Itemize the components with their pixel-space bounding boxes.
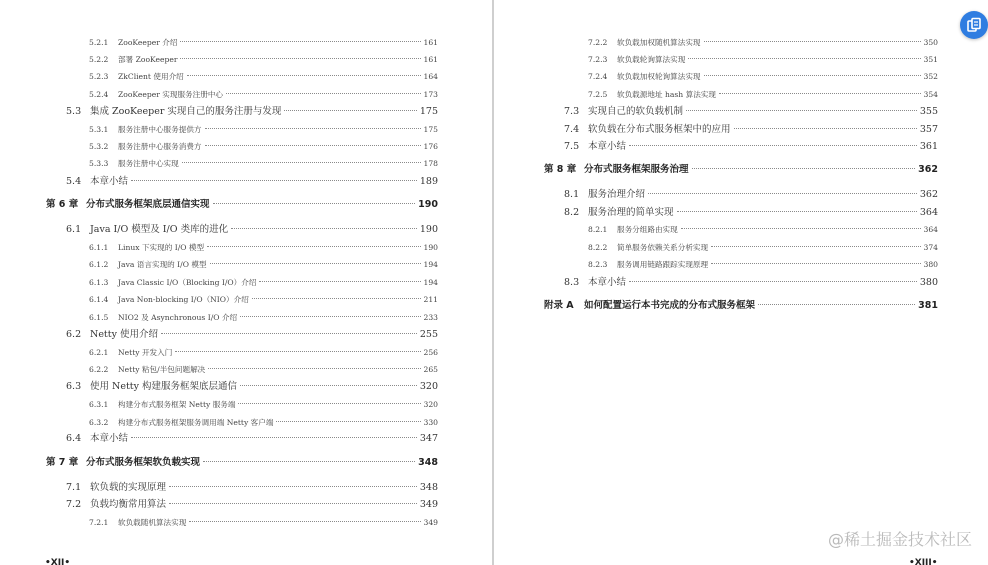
toc-entry-page-number: 355: [919, 106, 938, 117]
toc-entry-page-number: 361: [919, 141, 938, 152]
toc-entry-number: 8.2.3: [588, 260, 608, 269]
toc-entry-section: [66, 482, 438, 494]
dot-leader: [210, 263, 421, 264]
toc-entry-page-number: 164: [423, 72, 438, 81]
dot-leader: [629, 145, 917, 146]
toc-entry-page-number: 348: [418, 457, 438, 468]
toc-entry-section: [66, 433, 438, 445]
toc-entry-section: [564, 189, 938, 201]
toc-entry-sub: [89, 158, 438, 170]
toc-entry-page-number: 381: [918, 300, 938, 311]
toc-entry-title: 软负载在分布式服务框架中的应用: [588, 124, 731, 135]
toc-entry-section: [66, 106, 438, 118]
toc-entry-sub: [89, 54, 438, 66]
dot-leader: [213, 203, 416, 204]
toc-entry-page-number: 265: [423, 365, 438, 374]
toc-entry-sub: [588, 224, 938, 236]
toc-entry-page-number: 362: [918, 164, 938, 175]
toc-entry-number: 7.2.3: [588, 55, 608, 64]
toc-entry-page-number: 190: [418, 199, 438, 210]
toc-entry-number: 5.3.2: [89, 142, 109, 151]
toc-entry-sub: [89, 417, 438, 429]
toc-entry-number: 6.2.2: [89, 365, 109, 374]
toc-entry-number: 7.2.4: [588, 72, 608, 81]
toc-entry-sub: [89, 141, 438, 153]
dot-leader: [704, 41, 921, 42]
toc-entry-title: Netty 粘包/半包问题解决: [118, 365, 206, 374]
toc-entry-number: 第 7 章: [46, 457, 79, 468]
dot-leader: [259, 281, 420, 282]
toc-entry-number: 7.1: [66, 482, 82, 493]
dot-leader: [207, 246, 420, 247]
toc-entry-number: 6.3.1: [89, 400, 109, 409]
toc-entry-title: ZooKeeper 介绍: [118, 38, 178, 47]
toc-entry-section: [564, 106, 938, 118]
toc-entry-page-number: 354: [923, 90, 938, 99]
toc-entry-page-number: 352: [923, 72, 938, 81]
toc-entry-title: ZkClient 使用介绍: [118, 72, 184, 81]
toc-entry-number: 5.3.1: [89, 125, 109, 134]
toc-entry-number: 6.4: [66, 433, 82, 444]
toc-entry-section: [66, 176, 438, 188]
toc-entry-number: 6.1.5: [89, 313, 109, 322]
dot-leader: [205, 145, 421, 146]
toc-entry-page-number: 349: [423, 518, 438, 527]
toc-entry-page-number: 362: [919, 189, 938, 200]
toc-entry-number: 7.2: [66, 499, 82, 510]
dot-leader: [189, 521, 420, 522]
toc-entry-title: 使用 Netty 构建服务框架底层通信: [90, 381, 237, 392]
toc-entry-sub: [588, 89, 938, 101]
toc-entry-number: 7.3: [564, 106, 580, 117]
toc-entry-number: 5.3: [66, 106, 82, 117]
toc-entry-sub: [89, 294, 438, 306]
toc-entry-sub: [89, 259, 438, 271]
toc-entry-title: 简单服务依赖关系分析实现: [617, 243, 709, 252]
toc-entry-section: [66, 499, 438, 511]
dot-leader: [629, 281, 917, 282]
dot-leader: [704, 75, 921, 76]
toc-entry-section: [66, 329, 438, 341]
toc-entry-page-number: 194: [423, 278, 438, 287]
toc-entry-title: 服务治理介绍: [588, 189, 646, 200]
toc-entry-number: 附录 A: [544, 300, 574, 311]
watermark-text: @稀土掘金技术社区: [827, 530, 972, 549]
toc-entry-title: ZooKeeper 实现服务注册中心: [118, 90, 224, 99]
toc-entry-number: 6.3: [66, 381, 82, 392]
toc-entry-sub: [588, 54, 938, 66]
toc-entry-page-number: 194: [423, 260, 438, 269]
toc-entry-number: 8.2: [564, 207, 580, 218]
toc-entry-number: 8.2.2: [588, 243, 608, 252]
toc-entry-title: 如何配置运行本书完成的分布式服务框架: [584, 300, 756, 311]
toc-entry-title: 部署 ZooKeeper: [118, 55, 178, 64]
dot-leader: [238, 403, 420, 404]
toc-entry-number: 6.2: [66, 329, 82, 340]
right-page: [494, 0, 988, 565]
toc-entry-title: Netty 开发入门: [118, 348, 173, 357]
toc-entry-sub: [588, 37, 938, 49]
toc-entry-number: 5.2.4: [89, 90, 109, 99]
dot-leader: [711, 246, 920, 247]
toc-entry-title: 软负载加权随机算法实现: [617, 38, 701, 47]
toc-entry-page-number: 380: [919, 277, 938, 288]
toc-entry-chapter: [46, 199, 438, 211]
toc-entry-number: 7.5: [564, 141, 580, 152]
toc-entry-page-number: 320: [423, 400, 438, 409]
toc-entry-sub: [89, 71, 438, 83]
toc-entry-number: 第 8 章: [544, 164, 577, 175]
dot-leader: [203, 461, 415, 462]
document-copy-button[interactable]: [960, 11, 988, 39]
dot-leader: [175, 351, 420, 352]
toc-entry-sub: [89, 364, 438, 376]
toc-entry-number: 6.1.2: [89, 260, 109, 269]
dot-leader: [681, 228, 921, 229]
toc-entry-page-number: 255: [419, 329, 438, 340]
toc-entry-page-number: 178: [423, 159, 438, 168]
document-copy-icon: [966, 17, 982, 33]
dot-leader: [231, 228, 417, 229]
toc-entry-title: Java Classic I/O（Blocking I/O）介绍: [118, 278, 257, 287]
dot-leader: [180, 41, 420, 42]
toc-entry-title: 本章小结: [588, 277, 627, 288]
toc-entry-number: 5.4: [66, 176, 82, 187]
toc-entry-page-number: 350: [923, 38, 938, 47]
page-folio-left: •XII•: [45, 558, 71, 565]
toc-entry-number: 5.2.2: [89, 55, 109, 64]
dot-leader: [187, 75, 421, 76]
toc-entry-sub: [89, 124, 438, 136]
dot-leader: [734, 128, 917, 129]
toc-entry-page-number: 364: [923, 225, 938, 234]
toc-entry-number: 7.2.1: [89, 518, 109, 527]
toc-entry-chapter: [544, 164, 938, 176]
toc-entry-page-number: 320: [419, 381, 438, 392]
toc-entry-title: 软负载源地址 hash 算法实现: [617, 90, 716, 99]
toc-entry-section: [66, 224, 438, 236]
toc-entry-title: 服务分组路由实现: [617, 225, 678, 234]
toc-entry-page-number: 349: [419, 499, 438, 510]
toc-entry-number: 6.1.3: [89, 278, 109, 287]
dot-leader: [226, 93, 420, 94]
toc-entry-page-number: 190: [423, 243, 438, 252]
dot-leader: [688, 58, 920, 59]
toc-entry-sub: [89, 89, 438, 101]
toc-entry-page-number: 161: [423, 38, 438, 47]
toc-entry-number: 5.2.3: [89, 72, 109, 81]
toc-entry-number: 7.2.5: [588, 90, 608, 99]
dot-leader: [648, 193, 917, 194]
toc-entry-number: 6.3.2: [89, 418, 109, 427]
toc-entry-title: 软负载的实现原理: [90, 482, 167, 493]
dot-leader: [677, 211, 917, 212]
toc-entry-chapter: [46, 457, 438, 469]
toc-entry-title: 软负载加权轮询算法实现: [617, 72, 701, 81]
toc-entry-sub: [588, 259, 938, 271]
toc-entry-title: Linux 下实现的 I/O 模型: [118, 243, 205, 252]
toc-entry-number: 7.2.2: [588, 38, 608, 47]
toc-entry-title: 服务注册中心服务提供方: [118, 125, 202, 134]
toc-entry-sub: [89, 242, 438, 254]
dot-leader: [208, 368, 420, 369]
toc-entry-page-number: 211: [423, 295, 438, 304]
toc-entry-title: 分布式服务框架底层通信实现: [86, 199, 210, 210]
toc-entry-sub: [89, 347, 438, 359]
toc-entry-number: 5.3.3: [89, 159, 109, 168]
dot-leader: [240, 316, 420, 317]
toc-entry-sub: [89, 399, 438, 411]
toc-entry-title: 分布式服务框架服务治理: [584, 164, 689, 175]
toc-entry-title: 服务调用链路跟踪实现原理: [617, 260, 709, 269]
dot-leader: [180, 58, 420, 59]
toc-entry-number: 6.1.1: [89, 243, 109, 252]
toc-entry-page-number: 256: [423, 348, 438, 357]
toc-entry-title: 分布式服务框架软负载实现: [86, 457, 201, 468]
dot-leader: [276, 421, 420, 422]
dot-leader: [161, 333, 417, 334]
toc-entry-chapter: [544, 300, 938, 312]
toc-entry-section: [564, 124, 938, 136]
toc-entry-number: 6.1: [66, 224, 82, 235]
toc-entry-page-number: 351: [923, 55, 938, 64]
dot-leader: [169, 486, 417, 487]
toc-entry-page-number: 330: [423, 418, 438, 427]
dot-leader: [758, 304, 915, 305]
left-page: [0, 0, 492, 565]
toc-entry-title: Java Non-blocking I/O（NIO）介绍: [118, 295, 249, 304]
toc-entry-page-number: 233: [423, 313, 438, 322]
toc-entry-title: Java 语言实现的 I/O 模型: [118, 260, 207, 269]
toc-entry-title: Netty 使用介绍: [90, 329, 158, 340]
dot-leader: [182, 162, 421, 163]
toc-entry-number: 8.2.1: [588, 225, 608, 234]
toc-entry-title: 集成 ZooKeeper 实现自己的服务注册与发现: [90, 106, 282, 117]
toc-entry-title: 构建分布式服务框架 Netty 服务端: [118, 400, 236, 409]
dot-leader: [686, 110, 917, 111]
toc-entry-title: 软负载随机算法实现: [118, 518, 187, 527]
toc-entry-section: [564, 277, 938, 289]
toc-entry-page-number: 357: [919, 124, 938, 135]
toc-entry-number: 6.2.1: [89, 348, 109, 357]
toc-entry-page-number: 161: [423, 55, 438, 64]
toc-entry-title: 本章小结: [90, 433, 129, 444]
dot-leader: [131, 180, 417, 181]
toc-entry-sub: [588, 71, 938, 83]
toc-entry-page-number: 189: [419, 176, 438, 187]
toc-entry-page-number: 190: [419, 224, 438, 235]
toc-entry-sub: [89, 517, 438, 529]
toc-entry-number: 6.1.4: [89, 295, 109, 304]
toc-entry-title: 服务治理的简单实现: [588, 207, 674, 218]
dot-leader: [719, 93, 921, 94]
toc-entry-section: [564, 207, 938, 219]
toc-entry-sub: [89, 37, 438, 49]
toc-entry-title: 本章小结: [90, 176, 129, 187]
toc-entry-page-number: 364: [919, 207, 938, 218]
dot-leader: [284, 110, 416, 111]
toc-entry-number: 第 6 章: [46, 199, 79, 210]
toc-entry-page-number: 175: [419, 106, 438, 117]
toc-entry-title: 构建分布式服务框架服务调用端 Netty 客户端: [118, 418, 274, 427]
toc-entry-page-number: 347: [419, 433, 438, 444]
toc-entry-title: Java I/O 模型及 I/O 类库的进化: [90, 224, 229, 235]
toc-entry-page-number: 176: [423, 142, 438, 151]
toc-entry-title: 负载均衡常用算法: [90, 499, 167, 510]
toc-entry-page-number: 348: [419, 482, 438, 493]
toc-entry-number: 7.4: [564, 124, 580, 135]
dot-leader: [692, 168, 916, 169]
toc-entry-title: 软负载轮询算法实现: [617, 55, 686, 64]
toc-entry-number: 8.1: [564, 189, 580, 200]
toc-entry-title: NIO2 及 Asynchronous I/O 介绍: [118, 313, 238, 322]
toc-entry-page-number: 380: [923, 260, 938, 269]
toc-entry-title: 实现自己的软负载机制: [588, 106, 684, 117]
toc-entry-title: 服务注册中心实现: [118, 159, 179, 168]
toc-entry-title: 本章小结: [588, 141, 627, 152]
toc-entry-page-number: 175: [423, 125, 438, 134]
dot-leader: [711, 263, 920, 264]
toc-entry-sub: [588, 242, 938, 254]
toc-entry-sub: [89, 277, 438, 289]
toc-entry-number: 5.2.1: [89, 38, 109, 47]
dot-leader: [252, 298, 421, 299]
dot-leader: [205, 128, 421, 129]
toc-entry-sub: [89, 312, 438, 324]
toc-entry-section: [66, 381, 438, 393]
toc-entry-page-number: 374: [923, 243, 938, 252]
dot-leader: [240, 385, 417, 386]
toc-entry-number: 8.3: [564, 277, 580, 288]
dot-leader: [169, 503, 417, 504]
toc-entry-title: 服务注册中心服务消费方: [118, 142, 202, 151]
toc-entry-section: [564, 141, 938, 153]
toc-entry-page-number: 173: [423, 90, 438, 99]
page-folio-right: •XIII•: [909, 558, 938, 565]
dot-leader: [131, 437, 417, 438]
